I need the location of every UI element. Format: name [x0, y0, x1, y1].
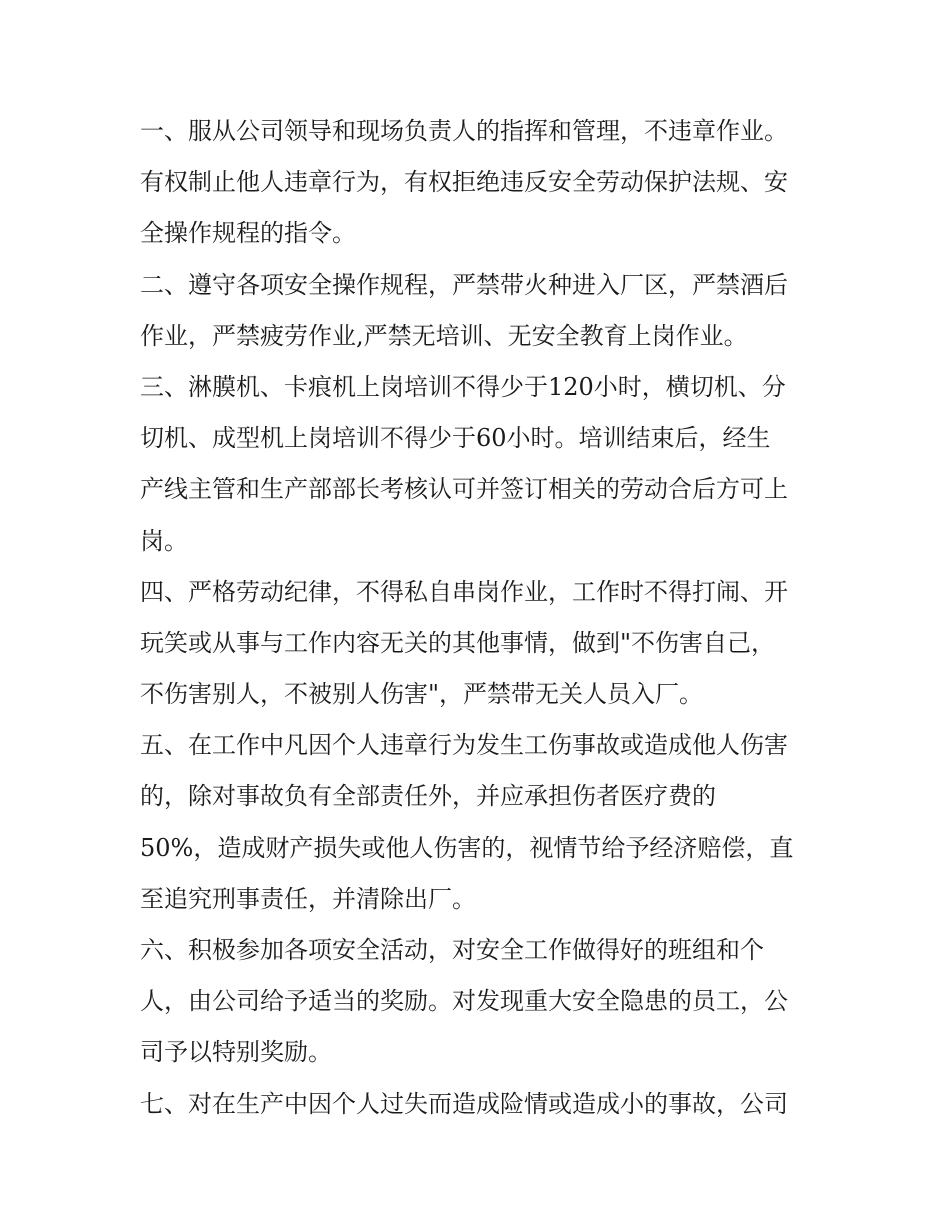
text-line: 50%，造成财产损失或他人伤害的，视情节给予经济赔偿，直	[140, 833, 794, 862]
text-line: 切机、成型机上岗培训不得少于60小时。培训结束后，经生	[140, 424, 771, 453]
text-line: 一、服从公司领导和现场负责人的指挥和管理，不违章作业。	[140, 117, 788, 145]
text-line: 全操作规程的指令。	[140, 219, 356, 248]
text-line: 有权制止他人违章行为，有权拒绝违反安全劳动保护法规、安	[140, 168, 788, 197]
text-line: 司予以特别奖励。	[140, 1038, 332, 1067]
text-line: 不伤害别人，不被别人伤害"，严禁带无关人员入厂。	[140, 680, 704, 709]
text-line: 二、遵守各项安全操作规程，严禁带火种进入厂区，严禁酒后	[140, 270, 788, 299]
text-line: 五、在工作中凡因个人违章行为发生工伤事故或造成他人伤害	[140, 731, 788, 760]
text-line: 作业，严禁疲劳作业,严禁无培训、无安全教育上岗作业。	[140, 321, 748, 350]
text-line: 玩笑或从事与工作内容无关的其他事情，做到"不伤害自己，	[140, 628, 776, 657]
text-line: 的，除对事故负有全部责任外，并应承担伤者医疗费的	[140, 782, 716, 811]
text-line: 产线主管和生产部部长考核认可并签订相关的劳动合后方可上	[140, 475, 788, 504]
text-line: 至追究刑事责任，并清除出厂。	[140, 884, 476, 913]
text-line: 七、对在生产中因个人过失而造成险情或造成小的事故，公司	[140, 1089, 788, 1118]
text-line: 岗。	[140, 526, 188, 555]
text-line: 六、积极参加各项安全活动，对安全工作做得好的班组和个	[140, 936, 764, 964]
text-line: 人，由公司给予适当的奖励。对发现重大安全隐患的员工，公	[140, 987, 788, 1016]
document-body	[140, 106, 812, 1130]
text-line: 四、严格劳动纪律，不得私自串岗作业，工作时不得打闹、开	[140, 577, 788, 606]
text-line: 三、淋膜机、卡痕机上岗培训不得少于120小时，横切机、分	[140, 372, 786, 401]
